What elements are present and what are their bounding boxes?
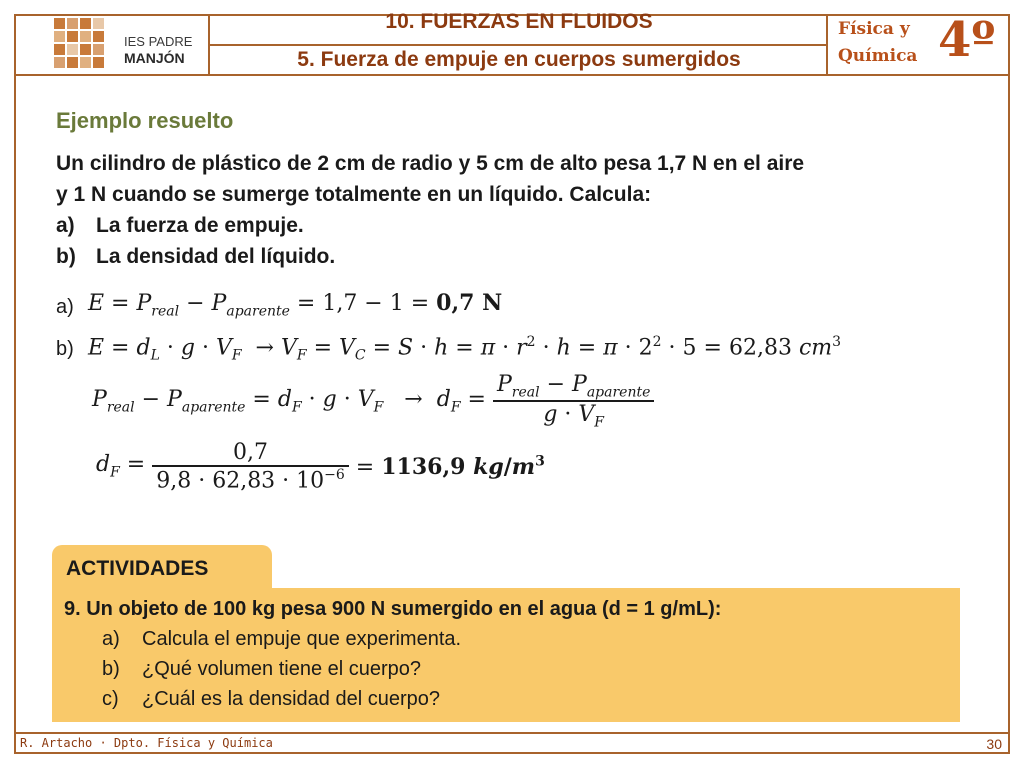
course-label: 4º bbox=[938, 12, 996, 68]
activities-tab bbox=[52, 545, 272, 589]
example-title: Ejemplo resuelto bbox=[56, 108, 234, 133]
density-result: 1136,9 bbox=[381, 453, 466, 480]
statement-line1: Un cilindro de plástico de 2 cm de radio y 5 cm de alto pesa 1,7 N en el aire bbox=[56, 152, 805, 175]
equation-density-formula: $P_{real} - P_{aparente} = d_F \cdot g \cdot V_F \to d_F$ = $\frac{P_{real} - P_{aparente}}{g \cdot V_F}$ bbox=[92, 372, 654, 431]
solution-label-b: b) bbox=[56, 338, 74, 360]
density-value-fraction: $\frac{0,7}{9,8 \cdot 62,83 \cdot 10^{-6}}$ bbox=[152, 440, 349, 493]
equation-a: $E = P_{real} - P_{aparente} = 1,7 - 1 = 0,7$ N bbox=[88, 290, 503, 320]
subject-label bbox=[838, 16, 917, 70]
title-separator bbox=[210, 44, 828, 46]
section-title: 5. Fuerza de empuje en cuerpos sumergidos bbox=[297, 48, 741, 71]
logo-grid-icon bbox=[54, 18, 114, 80]
statement-item-b: b) La densidad del líquido. bbox=[56, 245, 336, 268]
header-bottom-line bbox=[14, 74, 1010, 76]
activity-question: 9. Un objeto de 100 kg pesa 900 N sumergido en el agua (d = 1 g/mL): bbox=[64, 598, 722, 620]
unit-title: 10. FUERZAS EN FLUIDOS bbox=[385, 10, 653, 33]
solution-label-a: a) bbox=[56, 296, 74, 318]
equation-volume: $E = d_L \cdot g \cdot V_F \to V_F = V_C = S \cdot h = \pi \cdot r^2 \cdot h = \pi \cdot 2^2 \cdot 5 = 62,83$ $cm^3$ bbox=[88, 334, 842, 364]
activity-item-c: c) ¿Cuál es la densidad del cuerpo? bbox=[102, 688, 440, 710]
subject-line2: Química bbox=[838, 46, 918, 66]
page-number: 30 bbox=[986, 736, 1002, 752]
activity-item-a: a) Calcula el empuje que experimenta. bbox=[102, 628, 462, 650]
volume-result: 62,83 bbox=[728, 335, 792, 361]
problem-statement bbox=[56, 148, 986, 272]
logo-text bbox=[124, 34, 192, 66]
logo-line2: MANJÓN bbox=[124, 50, 185, 66]
activities-tab-label: ACTIVIDADES bbox=[66, 557, 209, 580]
statement-line2: y 1 N cuando se sumerge totalmente en un líquido. Calcula: bbox=[56, 183, 652, 206]
activities-box bbox=[52, 588, 960, 722]
activity-item-b: b) ¿Qué volumen tiene el cuerpo? bbox=[102, 658, 422, 680]
subject-line1: Física y bbox=[838, 19, 910, 39]
footer-author: R. Artacho · Dpto. Física y Química bbox=[20, 736, 273, 750]
footer-line bbox=[14, 732, 1010, 734]
density-fraction: $\frac{P_{real} - P_{aparente}}{g \cdot V_F}$ bbox=[493, 372, 654, 431]
statement-item-a: a) La fuerza de empuje. bbox=[56, 214, 304, 237]
logo-line1: IES PADRE bbox=[124, 34, 193, 49]
equation-density-value: $d_F$ = $\frac{0,7}{9,8 \cdot 62,83 \cdot 10^{-6}}$ = 1136,9 $kg/m^3$ bbox=[96, 440, 545, 494]
result-a: 0,7 N bbox=[436, 290, 503, 316]
